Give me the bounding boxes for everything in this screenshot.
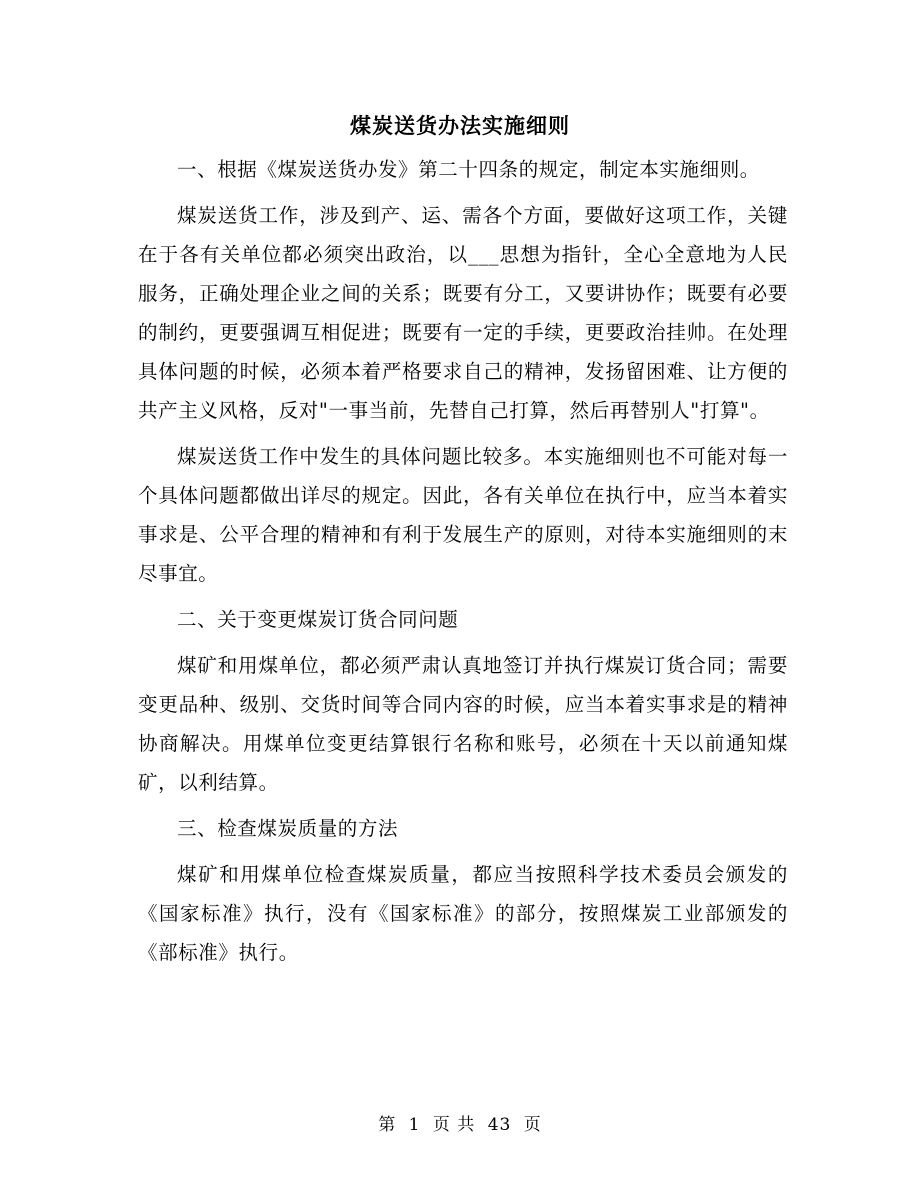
section-heading: 三、检查煤炭质量的方法 bbox=[177, 817, 399, 840]
page-label-prefix: 第 bbox=[378, 1115, 397, 1135]
paragraph: 煤矿和用煤单位检查煤炭质量，都应当按照科学技术委员会颁发的《国家标准》执行，没有《国家标准》的部分，按照煤炭工业部颁发的《部标准》执行。 bbox=[138, 863, 788, 964]
page-label-suffix: 页 bbox=[523, 1115, 542, 1135]
paragraph: 一、根据《煤炭送货办发》第二十四条的规定，制定本实施细则。 bbox=[177, 158, 760, 181]
page-footer bbox=[0, 1112, 920, 1138]
paragraph: 煤炭送货工作，涉及到产、运、需各个方面，要做好这项工作，关键在于各有关单位都必须突出政治，以___思想为指针，全心全意地为人民服务，正确处理企业之间的关系；既要有分工，又要讲协作；既要有必要的制约，更要强调互相促进；既要有一定的手续，更要政治挂帅。在处理具体问题的时候，必须本着严格要求自己的精神，发扬留困难、让方便的共产主义风格，反对"一事当前，先替自己打算，然后再替别人"打算"。 bbox=[138, 204, 788, 422]
document-body bbox=[138, 150, 788, 979]
current-page-number: 1 bbox=[408, 1115, 421, 1135]
paragraph: 煤炭送货工作中发生的具体问题比较多。本实施细则也不可能对每一个具体问题都做出详尽的规定。因此，各有关单位在执行中，应当本着实事求是、公平合理的精神和有利于发展生产的原则，对待本实施细则的末尽事宜。 bbox=[138, 445, 788, 585]
total-pages-number: 43 bbox=[487, 1115, 512, 1135]
section-heading: 二、关于变更煤炭订货合同问题 bbox=[177, 608, 459, 631]
document-title: 煤炭送货办法实施细则 bbox=[350, 113, 570, 138]
page-label-middle: 页 共 bbox=[432, 1115, 476, 1135]
paragraph: 煤矿和用煤单位，都必须严肃认真地签订并执行煤炭订货合同；需要变更品种、级别、交货时间等合同内容的时候，应当本着实事求是的精神协商解决。用煤单位变更结算银行名称和账号，必须在十天以前通知煤矿，以利结算。 bbox=[138, 654, 788, 794]
